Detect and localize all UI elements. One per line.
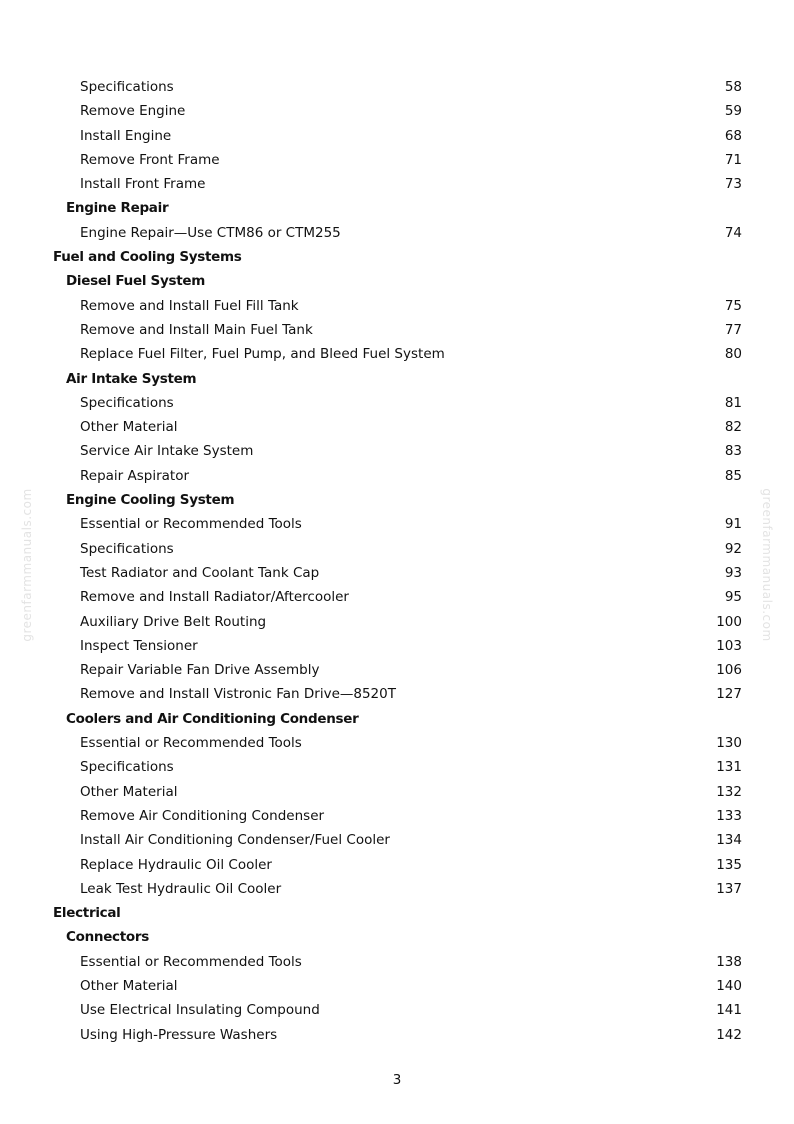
toc-entry[interactable] (0, 998, 794, 1022)
toc-page-number: 58 (724, 79, 742, 95)
toc-entry[interactable] (0, 318, 794, 342)
toc-subsection-title: Connectors (66, 929, 149, 946)
toc-entry-title: Repair Variable Fan Drive Assembly (80, 662, 320, 679)
toc-subsection-title: Diesel Fuel System (66, 273, 205, 290)
toc-entry[interactable] (0, 537, 794, 561)
toc-entry[interactable] (0, 464, 794, 488)
toc-entry[interactable] (0, 780, 794, 804)
toc-page-number: 68 (724, 127, 742, 144)
toc-subsection-title: Engine Cooling System (66, 492, 235, 509)
toc-entry-title: Auxiliary Drive Belt Routing (80, 613, 267, 630)
toc-entry[interactable] (0, 391, 794, 415)
toc-entry-title: Remove Air Conditioning Condenser (80, 807, 325, 824)
toc-entry-title: Other Material (80, 783, 178, 800)
toc-entry-title: Replace Fuel Filter, Fuel Pump, and Bleed Fuel System (80, 346, 445, 363)
toc-section (0, 901, 794, 925)
toc-entry-title: Test Radiator and Coolant Tank Cap (80, 564, 320, 581)
toc-page-number: 100 (716, 613, 742, 630)
toc-entry[interactable] (0, 950, 794, 974)
toc-subsection-title: Air Intake System (66, 370, 197, 387)
toc-page-number: 93 (724, 564, 742, 581)
watermark-right: greenfarmmanuals.com (760, 488, 774, 642)
toc-entry-title: Inspect Tensioner (80, 637, 198, 654)
toc-page-number: 80 (724, 346, 742, 363)
toc-page-number: 71 (724, 151, 742, 168)
toc-entry-title: Engine Repair—Use CTM86 or CTM255 (80, 224, 341, 241)
toc-page-number: 135 (716, 856, 742, 873)
page-number: 3 (392, 1072, 402, 1088)
toc-page-number: 59 (724, 103, 742, 120)
toc-entry-title: Remove Engine (80, 103, 186, 120)
toc-entry[interactable] (0, 512, 794, 536)
toc-entry[interactable] (0, 804, 794, 828)
toc-entry-title: Specifications (80, 79, 174, 95)
toc-page-number: 130 (716, 735, 742, 752)
toc-entry[interactable] (0, 755, 794, 779)
toc-entry[interactable] (0, 610, 794, 634)
toc-section-title: Electrical (53, 905, 121, 922)
toc-page-number: 137 (716, 880, 742, 897)
toc-page-number: 127 (716, 686, 742, 703)
toc-entry[interactable] (0, 124, 794, 148)
toc-entry-title: Remove and Install Fuel Fill Tank (80, 297, 299, 314)
toc-page-number: 140 (716, 977, 742, 994)
toc-entry[interactable] (0, 172, 794, 196)
toc-entry[interactable] (0, 439, 794, 463)
toc-page-number: 132 (716, 783, 742, 800)
toc-entry[interactable] (0, 828, 794, 852)
toc-entry[interactable] (0, 634, 794, 658)
toc-page-number: 95 (724, 589, 742, 606)
toc-entry-title: Use Electrical Insulating Compound (80, 1002, 320, 1019)
toc-entry-title: Install Front Frame (80, 176, 206, 193)
toc-page-number: 91 (724, 516, 742, 533)
toc-subsection (0, 925, 794, 949)
table-of-contents (0, 75, 794, 1047)
toc-entry-title: Install Engine (80, 127, 172, 144)
toc-page-number: 131 (716, 759, 742, 776)
toc-subsection (0, 269, 794, 293)
toc-page-number: 142 (716, 1026, 742, 1043)
toc-entry-title: Specifications (80, 394, 174, 411)
toc-entry-title: Other Material (80, 977, 178, 994)
toc-page-number: 92 (724, 540, 742, 557)
toc-entry-title: Essential or Recommended Tools (80, 953, 302, 970)
toc-entry-title: Remove and Install Radiator/Aftercooler (80, 589, 349, 606)
toc-subsection (0, 707, 794, 731)
toc-page-number: 138 (716, 953, 742, 970)
watermark-left: greenfarmmanuals.com (20, 488, 34, 642)
toc-page-number: 133 (716, 807, 742, 824)
toc-entry-title: Specifications (80, 540, 174, 557)
toc-page-number: 134 (716, 832, 742, 849)
toc-subsection-title: Engine Repair (66, 200, 169, 217)
toc-section (0, 245, 794, 269)
toc-entry-title: Remove Front Frame (80, 151, 220, 168)
toc-entry[interactable] (0, 585, 794, 609)
toc-section-title: Fuel and Cooling Systems (53, 249, 242, 266)
toc-entry[interactable] (0, 853, 794, 877)
toc-entry[interactable] (0, 415, 794, 439)
toc-entry[interactable] (0, 877, 794, 901)
toc-entry-title: Essential or Recommended Tools (80, 516, 302, 533)
toc-entry[interactable] (0, 561, 794, 585)
toc-page-number: 77 (724, 321, 742, 338)
toc-page-number: 75 (724, 297, 742, 314)
toc-page-number: 103 (716, 637, 742, 654)
toc-entry[interactable] (0, 294, 794, 318)
toc-entry-title: Service Air Intake System (80, 443, 254, 460)
toc-subsection (0, 488, 794, 512)
toc-subsection (0, 367, 794, 391)
toc-page-number: 141 (716, 1002, 742, 1019)
toc-entry[interactable] (0, 1023, 794, 1047)
toc-page-number: 81 (724, 394, 742, 411)
toc-entry[interactable] (0, 682, 794, 706)
toc-entry-title: Other Material (80, 419, 178, 436)
toc-page-number: 82 (724, 419, 742, 436)
toc-entry[interactable] (0, 221, 794, 245)
toc-entry-title: Remove and Install Vistronic Fan Drive—8520T (80, 686, 396, 703)
toc-page-number: 73 (724, 176, 742, 193)
toc-entry-title: Specifications (80, 759, 174, 776)
toc-entry[interactable] (0, 731, 794, 755)
toc-entry[interactable] (0, 99, 794, 123)
toc-entry-title: Leak Test Hydraulic Oil Cooler (80, 880, 282, 897)
toc-subsection-title: Coolers and Air Conditioning Condenser (66, 710, 359, 727)
toc-page-number: 74 (724, 224, 742, 241)
toc-entry-title: Install Air Conditioning Condenser/Fuel Cooler (80, 832, 390, 849)
toc-page-number: 83 (724, 443, 742, 460)
toc-entry-title: Replace Hydraulic Oil Cooler (80, 856, 272, 873)
toc-entry[interactable] (0, 974, 794, 998)
toc-entry-title: Remove and Install Main Fuel Tank (80, 321, 313, 338)
toc-entry-title: Using High-Pressure Washers (80, 1026, 278, 1043)
toc-entry-title: Repair Aspirator (80, 467, 190, 484)
toc-entry[interactable] (0, 75, 794, 99)
toc-page-number: 106 (716, 662, 742, 679)
toc-entry-title: Essential or Recommended Tools (80, 735, 302, 752)
toc-entry[interactable] (0, 148, 794, 172)
toc-entry[interactable] (0, 342, 794, 366)
toc-page-number: 85 (724, 467, 742, 484)
toc-subsection (0, 196, 794, 220)
toc-entry[interactable] (0, 658, 794, 682)
